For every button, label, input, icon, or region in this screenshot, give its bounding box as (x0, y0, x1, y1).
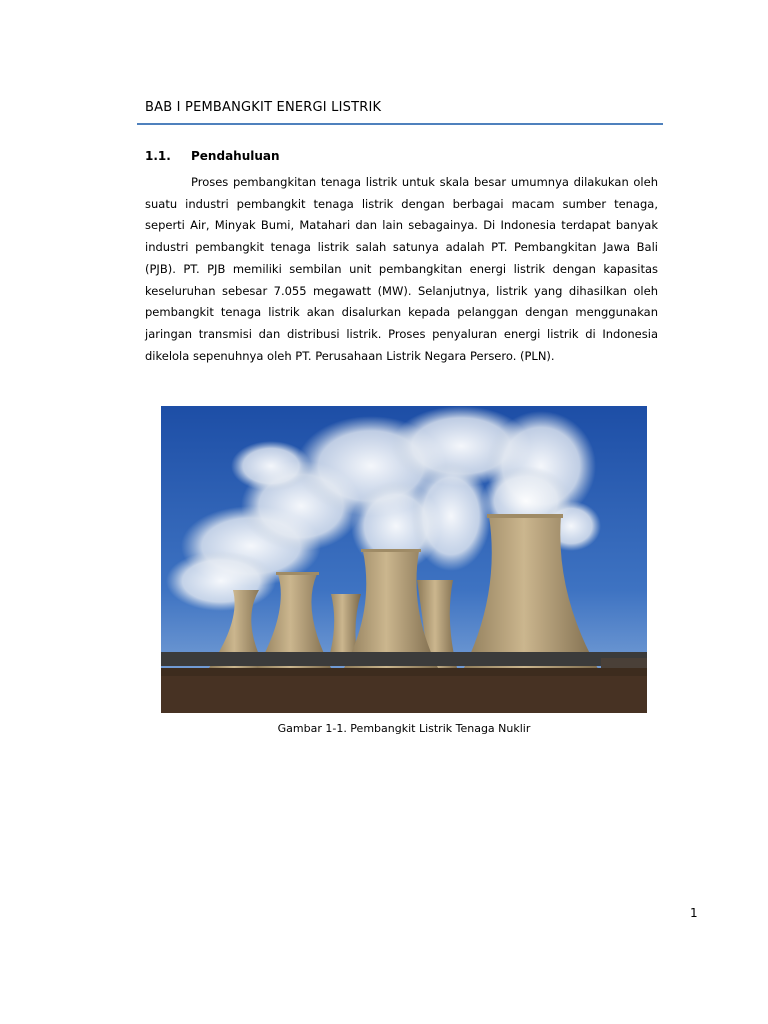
section-number: 1.1. (145, 149, 171, 163)
section-heading (145, 149, 280, 163)
chapter-title: BAB I PEMBANGKIT ENERGI LISTRIK (145, 100, 382, 115)
chapter-divider (137, 123, 663, 125)
page-number: 1 (690, 906, 698, 920)
body-paragraph: Proses pembangkitan tenaga listrik untuk skala besar umumnya dilakukan oleh suatu industri pembangkit tenaga listrik dengan berbagai macam sumber tenaga, seperti Air, Minyak Bumi, Matahari dan lain sebagainya. Di Indonesia terdapat banyak industri pembangkit tenaga listrik salah satunya adalah PT. Pembangkitan Jawa Bali (PJB). PT. PJB memiliki sembilan unit pembangkitan energi listrik dengan kapasitas keseluruhan sebesar 7.055 megawatt (MW). Selanjutnya, listrik yang dihasilkan oleh pembangkit tenaga listrik akan disalurkan kepada pelanggan dengan menggunakan jaringan transmisi dan distribusi listrik. Proses penyaluran energi listrik di Indonesia dikelola sepenuhnya oleh PT. Perusahaan Listrik Negara Persero. (PLN). (145, 175, 658, 363)
figure-caption: Gambar 1-1. Pembangkit Listrik Tenaga Nuklir (277, 722, 531, 735)
cooling-towers-illustration (161, 406, 647, 713)
cooling-towers-photo (161, 406, 647, 713)
section-title: Pendahuluan (191, 149, 280, 163)
